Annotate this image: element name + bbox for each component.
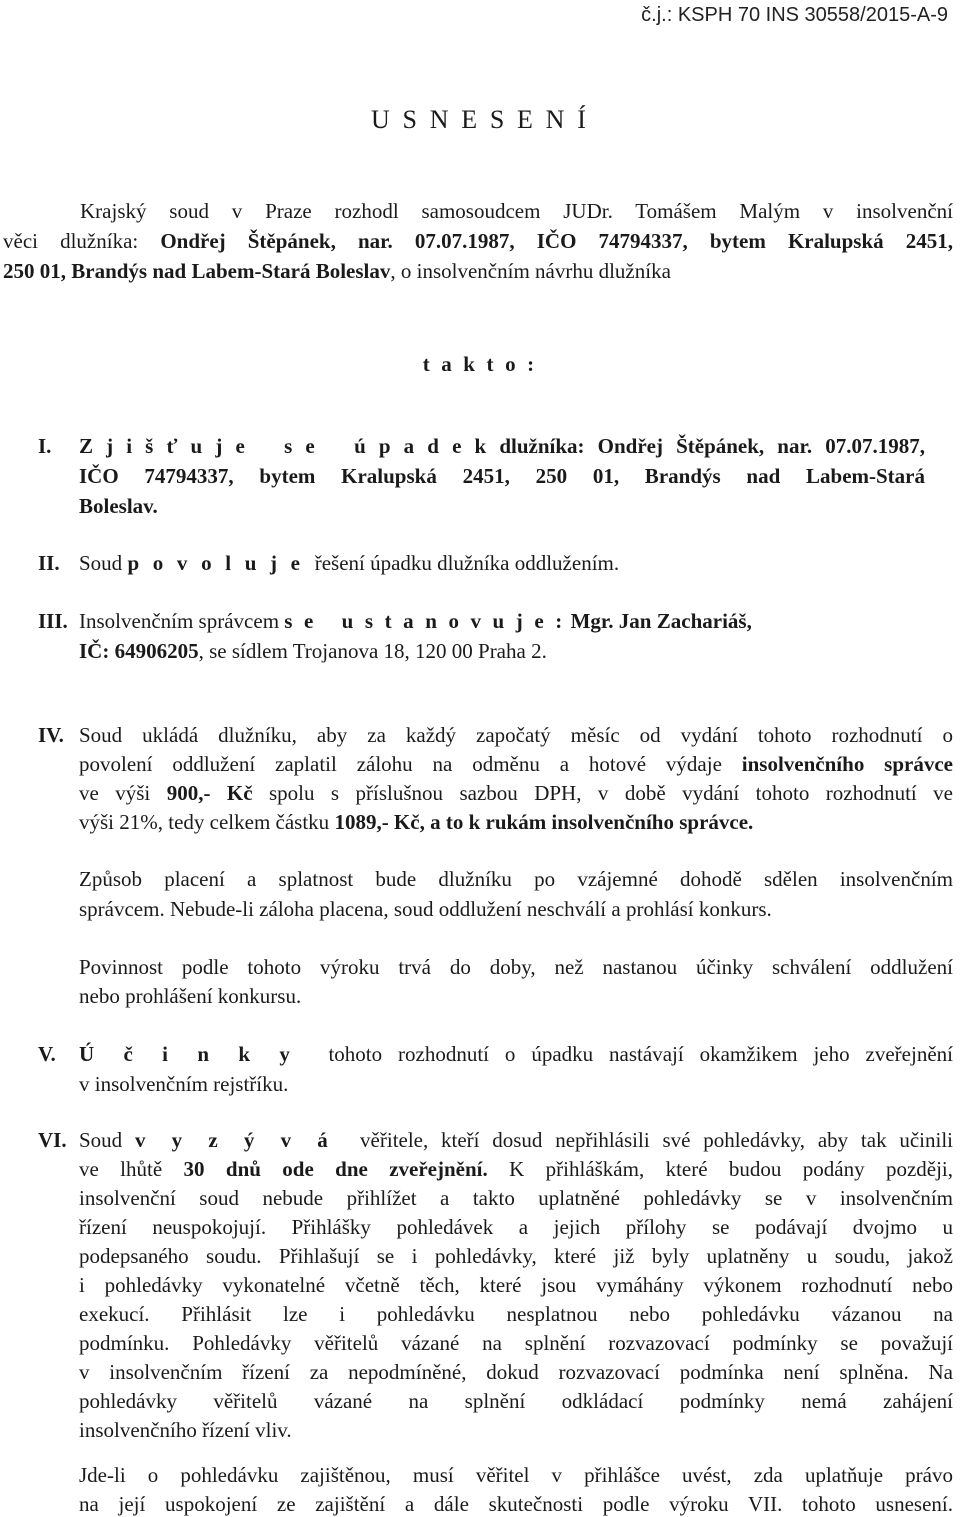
verdict-I-line-2: IČO 74794337, bytem Kralupská 2451, 250 01, Brandýs nad Labem-Stará [79,464,925,488]
verdict-VI-line-7: exekucí. Přihlásit lze i pohledávku nesplatnou nebo pohledávku vázanou na [79,1302,953,1326]
verdict-IV-p3-line-1: Povinnost podle tohoto výroku trvá do doby, než nastanou účinky schválení oddlužení [79,955,953,979]
verdict-V [38,1042,958,1102]
verdict-III-line-2: IČ: 64906205, se sídlem Trojanova 18, 120 00 Praha 2. [79,639,547,663]
verdict-I-line-1: Z j i š ť u j e s e ú p a d e k dlužníka: Ondřej Štěpánek, nar. 07.07.1987, [79,434,925,458]
verdict-II-text: Soud p o v o l u j e řešení úpadku dlužníka oddlužením. [79,551,620,575]
verdict-VI-line-9: v insolvenčním řízení za nepodmíněné, dokud rozvazovací podmínka není splněna. Na [79,1360,953,1384]
verdict-VI-line-2: ve lhůtě 30 dnů ode dne zveřejnění. K přihláškám, které budou podány později, [79,1157,954,1181]
verdict-II [38,551,958,581]
document-title: U S N E S E N Í [371,105,589,134]
verdict-VI-line-1: Soud v y z ý v á věřitele, kteří dosud nepřihlásili své pohledávky, aby tak učinili [79,1128,953,1152]
verdict-VI-line-10: pohledávky věřitelů vázané na splnění odkládací podmínky nemá zahájení [79,1389,953,1413]
verdict-VI-number: VI. [38,1128,67,1152]
verdict-VI-line-8: podmínku. Pohledávky věřitelů vázané na splnění rozvazovací podmínky se považují [79,1331,953,1355]
case-reference: č.j.: KSPH 70 INS 30558/2015-A-9 [641,4,948,26]
verdict-V-number: V. [38,1042,56,1066]
verdict-IV-line-4: výši 21%, tedy celkem částku 1089,- Kč, a to k rukám insolvenčního správce. [79,810,754,834]
verdict-IV-p2-line-2: správcem. Nebude-li záloha placena, soud oddlužení neschválí a prohlásí konkurs. [79,897,772,921]
verdict-IV-line-1: Soud ukládá dlužníku, aby za každý započatý měsíc od vydání tohoto rozhodnutí o [79,723,953,747]
verdict-IV-line-2: povolení oddlužení zaplatil zálohu na odměnu a hotové výdaje insolvenčního správce [79,752,953,776]
takto-heading: t a k t o : [422,352,538,376]
verdict-III-line-1: Insolvenčním správcem s e u s t a n o v u j e : Mgr. Jan Zachariáš, [79,609,752,633]
verdict-VI-line-11: insolvenčního řízení vliv. [79,1418,292,1442]
intro-line-2: věci dlužníka: Ondřej Štěpánek, nar. 07.07.1987, IČO 74794337, bytem Kralupská 2451, [3,229,953,253]
verdict-III [38,609,958,669]
verdict-IV [38,723,958,1013]
verdict-III-number: III. [38,609,68,633]
verdict-VI-p2-line-1: Jde-li o pohledávku zajištěnou, musí věřitel v přihlášce uvést, zda uplatňuje právo [79,1463,953,1487]
verdict-VI-p2-line-2: na její uspokojení ze zajištění a dále skutečnosti podle výroku VII. tohoto usnesení. [79,1492,953,1516]
verdict-IV-line-3: ve výši 900,- Kč spolu s příslušnou sazbou DPH, v době vydání tohoto rozhodnutí ve [79,781,954,805]
verdict-VI-line-4: řízení neuspokojují. Přihlášky pohledávek a jejich přílohy se podávají dvojmo u [79,1215,953,1239]
verdict-VI [38,1128,958,1517]
intro-line-3: 250 01, Brandýs nad Labem-Stará Boleslav, o insolvenčním návrhu dlužníka [3,259,671,283]
verdict-I [38,434,958,524]
verdict-IV-number: IV. [38,723,64,747]
verdict-I-line-3: Boleslav. [79,494,158,518]
verdict-IV-p2-line-1: Způsob placení a splatnost bude dlužníku po vzájemné dohodě sdělen insolvenčním [79,867,953,891]
verdict-V-line-1: Ú č i n k y tohoto rozhodnutí o úpadku nastávají okamžikem jeho zveřejnění [79,1042,953,1066]
verdict-V-line-2: v insolvenčním rejstříku. [79,1072,289,1096]
intro-line-1: Krajský soud v Praze rozhodl samosoudcem JUDr. Tomášem Malým v insolvenční [80,199,953,223]
verdict-II-number: II. [38,551,60,575]
verdict-VI-line-6: i pohledávky vykonatelné včetně těch, které jsou vymáhány výkonem rozhodnutí nebo [79,1273,953,1297]
verdict-IV-p3-line-2: nebo prohlášení konkursu. [79,984,302,1008]
verdict-VI-line-3: insolvenční soud nebude přihlížet a takto uplatněné pohledávky se v insolvenčním [79,1186,953,1210]
verdict-VI-line-5: podepsaného soudu. Přihlašují se i pohledávky, které již byly uplatněny u soudu, jakož [79,1244,953,1268]
verdict-I-number: I. [38,434,52,458]
